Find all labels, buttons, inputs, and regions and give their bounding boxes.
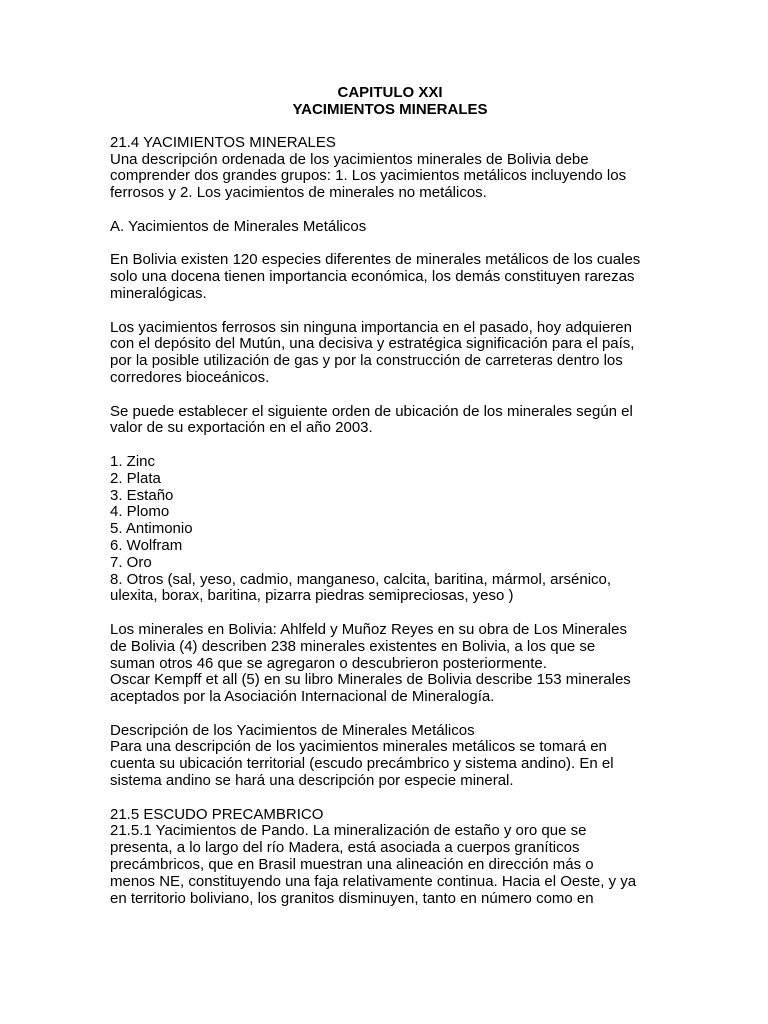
spacer bbox=[110, 437, 670, 454]
list-item: 4. Plomo bbox=[110, 503, 170, 521]
list-item: 8. Otros (sal, yeso, cadmio, manganeso, calcita, baritina, mármol, arsénico, bbox=[110, 570, 612, 588]
list-item: 1. Zinc bbox=[110, 452, 156, 470]
intro-line: Una descripción ordenada de los yacimientos minerales de Bolivia debe bbox=[110, 150, 589, 168]
paragraph-line: En Bolivia existen 120 especies diferentes de minerales metálicos de los cuales bbox=[110, 251, 641, 269]
list-item: ulexita, borax, baritina, pizarra piedras semipreciosas, yeso ) bbox=[110, 587, 514, 605]
paragraph-line: Para una descripción de los yacimientos minerales metálicos se tomará en bbox=[110, 738, 607, 756]
paragraph-line: corredores bioceánicos. bbox=[110, 368, 270, 386]
paragraph-line: presenta, a lo largo del río Madera, está asociada a cuerpos graníticos bbox=[110, 839, 580, 857]
paragraph-line: de Bolivia (4) describen 238 minerales existentes en Bolivia, a los que se bbox=[110, 637, 596, 655]
list-item: 6. Wolfram bbox=[110, 536, 183, 554]
paragraph-line: Los yacimientos ferrosos sin ninguna importancia en el pasado, hoy adquieren bbox=[110, 318, 632, 336]
spacer bbox=[110, 303, 670, 320]
paragraph-line: sistema andino se hará una descripción por especie mineral. bbox=[110, 772, 514, 790]
paragraph-line: precámbricos, que en Brasil muestran una alineación en dirección más o bbox=[110, 856, 594, 874]
paragraph-line: mineralógicas. bbox=[110, 284, 207, 302]
paragraph-line: Los minerales en Bolivia: Ahlfeld y Muñoz Reyes en su obra de Los Minerales bbox=[110, 620, 627, 638]
spacer bbox=[110, 790, 670, 807]
paragraph-line: 21.5.1 Yacimientos de Pando. La mineralización de estaño y oro que se bbox=[110, 822, 587, 840]
spacer bbox=[110, 706, 670, 723]
paragraph-line: Se puede establecer el siguiente orden de ubicación de los minerales según el bbox=[110, 402, 633, 420]
spacer bbox=[110, 236, 670, 253]
section-heading-21-4: 21.4 YACIMIENTOS MINERALES bbox=[110, 133, 336, 151]
paragraph-line: menos NE, constituyendo una faja relativamente continua. Hacia el Oeste, y ya bbox=[110, 872, 637, 890]
paragraph-line: por la posible utilización de gas y por la construcción de carreteras dentro los bbox=[110, 352, 623, 370]
paragraph-line: Oscar Kempff et all (5) en su libro Minerales de Bolivia describe 153 minerales bbox=[110, 671, 631, 689]
section-heading-description: Descripción de los Yacimientos de Minerales Metálicos bbox=[110, 721, 475, 739]
section-heading-a: A. Yacimientos de Minerales Metálicos bbox=[110, 217, 367, 235]
spacer bbox=[110, 118, 670, 135]
paragraph-line: valor de su exportación en el año 2003. bbox=[110, 419, 373, 437]
spacer bbox=[110, 202, 670, 219]
chapter-title: YACIMIENTOS MINERALES bbox=[292, 101, 488, 118]
list-item: 5. Antimonio bbox=[110, 520, 193, 538]
document-body bbox=[110, 84, 670, 907]
intro-line: comprender dos grandes grupos: 1. Los yacimientos metálicos incluyendo los bbox=[110, 167, 627, 185]
list-item: 7. Oro bbox=[110, 553, 152, 571]
paragraph-line: con el depósito del Mutún, una decisiva y estratégica significación para el país, bbox=[110, 335, 635, 353]
chapter-label: CAPITULO XXI bbox=[337, 84, 443, 101]
spacer bbox=[110, 605, 670, 622]
list-item: 2. Plata bbox=[110, 469, 161, 487]
intro-line: ferrosos y 2. Los yacimientos de minerales no metálicos. bbox=[110, 184, 487, 202]
list-item: 3. Estaño bbox=[110, 486, 174, 504]
paragraph-line: en territorio boliviano, los granitos disminuyen, tanto en número como en bbox=[110, 889, 594, 907]
paragraph-line: suman otros 46 que se agregaron o descubrieron posteriormente. bbox=[110, 654, 547, 672]
section-heading-21-5: 21.5 ESCUDO PRECAMBRICO bbox=[110, 805, 324, 823]
paragraph-line: cuenta su ubicación territorial (escudo precámbrico y sistema andino). En el bbox=[110, 755, 614, 773]
paragraph-line: solo una docena tienen importancia económica, los demás constituyen rarezas bbox=[110, 268, 635, 286]
spacer bbox=[110, 387, 670, 404]
paragraph-line: aceptados por la Asociación Internacional de Mineralogía. bbox=[110, 688, 495, 706]
